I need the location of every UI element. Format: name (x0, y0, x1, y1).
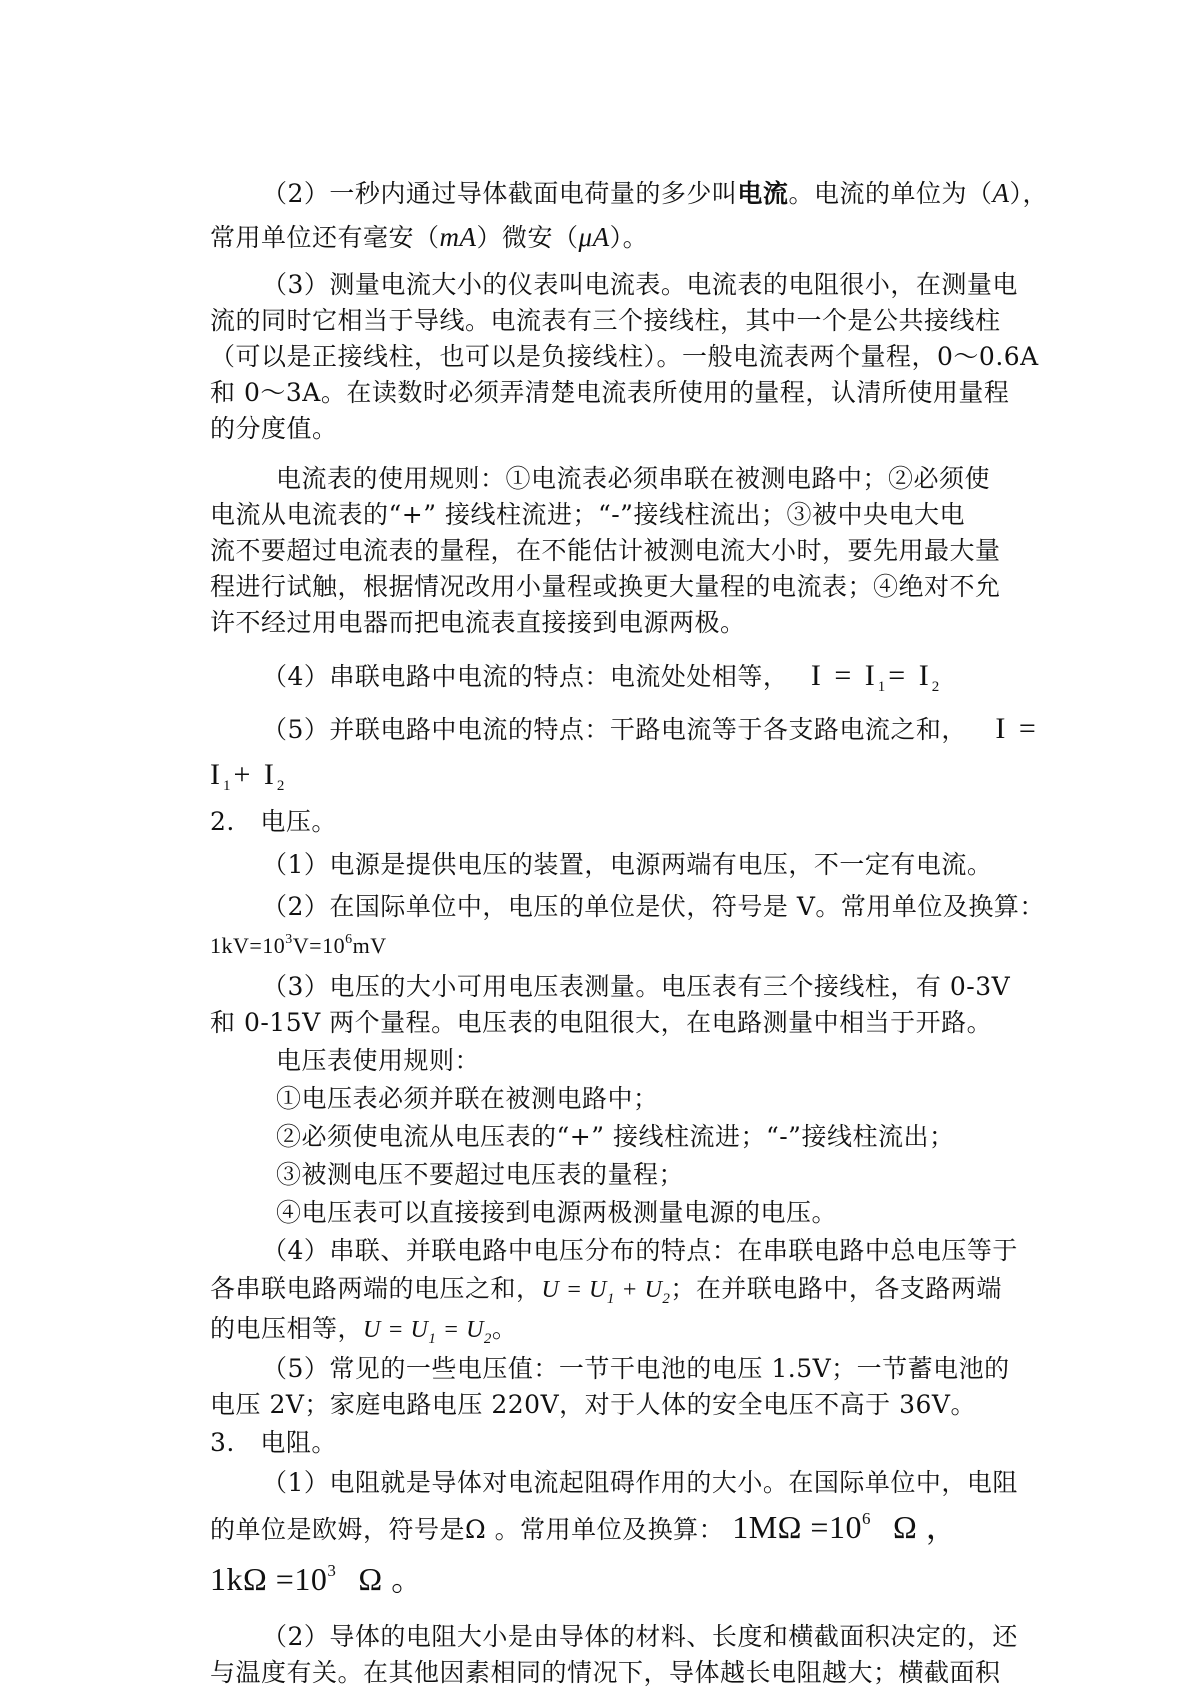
ammeter-rules-line-4: 程进行试触，根据情况改用小量程或换更大量程的电流表；④绝对不允 (210, 572, 1001, 601)
formula-part: = I (888, 659, 932, 692)
formula-part: I (210, 758, 223, 791)
subscript: 2 (483, 1331, 492, 1347)
text: ）微安（ (476, 223, 579, 252)
current-para-3-line-2: 流的同时它相当于导线。电流表有三个接线柱，其中一个是公共接线柱 (210, 306, 1001, 335)
formula-part: Ω 。 (358, 1561, 424, 1597)
text: （4）串联电路中电流的特点：电流处处相等， (262, 662, 789, 691)
resistance-para-2-line-2: 与温度有关。在其他因素相同的情况下，导体越长电阻越大；横截面积 (210, 1658, 1001, 1687)
voltage-para-5-line-1: （5）常见的一些电压值：一节干电池的电压 1.5V；一节蓄电池的 (262, 1354, 1010, 1383)
current-para-5-line-1 (262, 712, 1039, 747)
text: （5）并联电路中电流的特点：干路电流等于各支路电流之和， (262, 715, 967, 744)
formula-parallel-voltage (363, 1317, 492, 1347)
text: 的单位是欧姆，符号是Ω 。常用单位及换算： (210, 1515, 725, 1544)
term-current: 电流 (737, 179, 789, 208)
formula-kiloohm (210, 1561, 424, 1597)
text: 各串联电路两端的电压之和， (210, 1274, 542, 1303)
formula-part: = U (436, 1317, 484, 1343)
exponent: 6 (861, 1509, 871, 1528)
exponent: 6 (345, 932, 353, 947)
resistance-para-1-line-3 (210, 1562, 424, 1602)
formula-series-current (810, 659, 943, 695)
formula-part: 1MΩ =10 (732, 1509, 862, 1545)
exponent: 3 (285, 932, 293, 947)
voltage-para-5-line-2: 电压 2V；家庭电路电压 220V，对于人体的安全电压不高于 36V。 (210, 1390, 976, 1419)
subscript: 1 (606, 1291, 615, 1307)
resistance-para-1-line-1: （1）电阻就是导体对电流起阻碍作用的大小。在国际单位中，电阻 (262, 1468, 1018, 1497)
subscript: 2 (662, 1291, 671, 1307)
current-para-3-line-4: 和 0～3A。在读数时必须弄清楚电流表所使用的量程，认清所使用量程 (210, 378, 1010, 407)
subscript: 1 (877, 679, 889, 695)
formula-part: I = I (810, 659, 878, 692)
voltage-para-3-line-1: （3）电压的大小可用电压表测量。电压表有三个接线柱，有 0-3V (262, 972, 1011, 1001)
ammeter-rules-line-1: 电流表的使用规则：①电流表必须串联在被测电路中；②必须使 (276, 464, 991, 493)
formula-part: V=10 (292, 933, 346, 958)
voltmeter-rule-1: ①电压表必须并联在被测电路中； (276, 1084, 659, 1113)
formula-part: I = (995, 712, 1039, 745)
unit-milliampere: mA (439, 222, 477, 252)
ammeter-rules-line-3: 流不要超过电流表的量程，在不能估计被测电流大小时，要先用最大量 (210, 536, 1001, 565)
text: （2）一秒内通过导体截面电荷量的多少叫 (262, 179, 738, 208)
current-para-2-line-2 (210, 220, 648, 255)
text: 。 (491, 1314, 518, 1343)
formula-voltage-conversion (210, 933, 387, 958)
voltage-para-2-line-1: （2）在国际单位中，电压的单位是伏，符号是 V。常用单位及换算： (262, 892, 1045, 921)
subscript: 1 (223, 778, 234, 794)
unit-microampere: μA (578, 222, 610, 252)
formula-megaohm (732, 1509, 958, 1545)
text: ）， (1009, 179, 1048, 208)
formula-part: 1kV=10 (210, 933, 286, 958)
voltage-para-2-line-2 (210, 928, 387, 967)
subscript: 2 (276, 778, 288, 794)
text: 的电压相等， (210, 1314, 364, 1343)
subscript: 1 (428, 1331, 437, 1347)
voltage-para-1: （1）电源是提供电压的装置，电源两端有电压，不一定有电流。 (262, 850, 993, 879)
current-para-3-line-3: （可以是正接线柱，也可以是负接线柱）。一般电流表两个量程，0～0.6A (210, 342, 1039, 371)
unit-ampere: A (992, 178, 1010, 208)
current-para-3-line-5: 的分度值。 (210, 414, 338, 443)
voltmeter-rule-2: ②必须使电流从电压表的“+” 接线柱流进；“-”接线柱流出； (276, 1122, 955, 1151)
formula-part: U = U (541, 1277, 607, 1303)
text: ）。 (609, 223, 649, 252)
formula-part: 1kΩ =10 (210, 1561, 328, 1597)
text: 常用单位还有毫安（ (210, 223, 440, 252)
section-heading-resistance: 3. 电阻。 (210, 1428, 337, 1457)
current-para-2-line-1 (262, 176, 1048, 211)
voltage-para-4-line-1: （4）串联、并联电路中电压分布的特点：在串联电路中总电压等于 (262, 1236, 1018, 1265)
voltmeter-rules-title: 电压表使用规则： (276, 1046, 481, 1075)
formula-part: + U (614, 1277, 663, 1303)
voltmeter-rule-3: ③被测电压不要超过电压表的量程； (276, 1160, 685, 1189)
current-para-4 (262, 659, 942, 698)
voltage-para-4-line-3 (210, 1312, 517, 1350)
resistance-para-2-line-1: （2）导体的电阻大小是由导体的材料、长度和横截面积决定的，还 (262, 1622, 1018, 1651)
text: ；在并联电路中，各支路两端 (670, 1274, 1002, 1303)
ammeter-rules-line-2: 电流从电流表的“+” 接线柱流进；“-”接线柱流出；③被中央电大电 (210, 500, 965, 529)
resistance-para-1-line-2 (210, 1510, 958, 1550)
formula-part: Ω ， (892, 1509, 959, 1545)
current-para-5-line-2 (210, 758, 287, 797)
current-para-3-line-1: （3）测量电流大小的仪表叫电流表。电流表的电阻很小，在测量电 (262, 270, 1018, 299)
section-heading-voltage: 2. 电压。 (210, 807, 337, 836)
formula-part: mV (352, 933, 387, 958)
exponent: 3 (327, 1561, 337, 1580)
subscript: 2 (931, 679, 943, 695)
formula-part: U = U (363, 1317, 429, 1343)
text: 。电流的单位为（ (788, 179, 993, 208)
ammeter-rules-line-5: 许不经过用电器而把电流表直接接到电源两极。 (210, 608, 746, 637)
voltage-para-4-line-2 (210, 1272, 1002, 1310)
voltage-para-3-line-2: 和 0-15V 两个量程。电压表的电阻很大，在电路测量中相当于开路。 (210, 1008, 993, 1037)
formula-series-voltage (541, 1277, 671, 1307)
voltmeter-rule-4: ④电压表可以直接接到电源两极测量电源的电压。 (276, 1198, 838, 1227)
formula-parallel-current (210, 758, 288, 794)
formula-part: + I (233, 758, 277, 791)
